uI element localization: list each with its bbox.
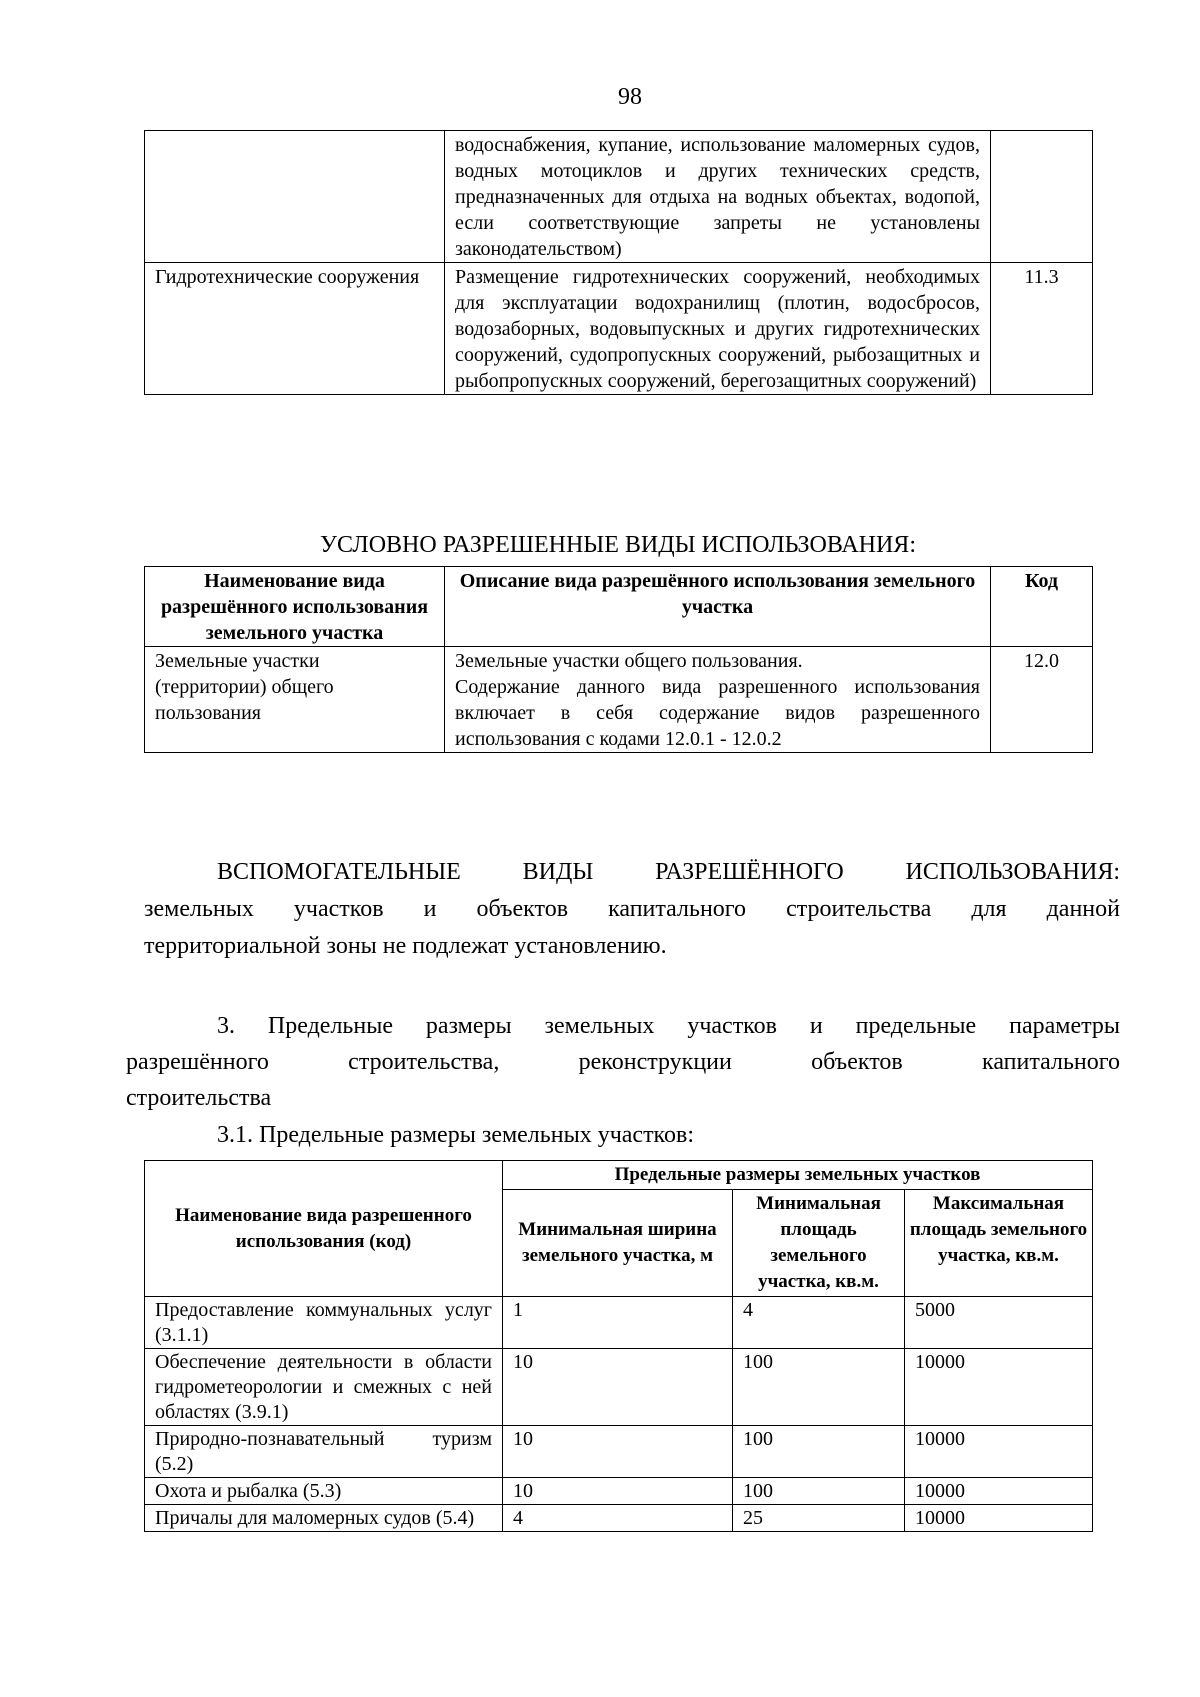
use-code-cell: 12.0: [991, 647, 1093, 753]
header-min-width: Минимальная ширина земельного участка, м: [503, 1190, 733, 1297]
table-row: [145, 263, 1093, 395]
permitted-uses-table-continued: [144, 130, 1093, 395]
table-row: [145, 1505, 1093, 1532]
header-size-limits-group: Предельные размеры земельных участков: [503, 1161, 1093, 1190]
use-name-cell: Охота и рыбалка (5.3): [145, 1478, 503, 1505]
use-description-cell: Размещение гидротехнических сооружений, необходимых для эксплуатации водохранилищ (плотин, водосбросов, водозаборных, водовыпускных и других гидротехнических сооружений, судопропускных сооружений, рыбозащитных и рыбопропускных сооружений, берегозащитных сооружений): [445, 263, 991, 395]
conditional-uses-heading: УСЛОВНО РАЗРЕШЕННЫЕ ВИДЫ ИСПОЛЬЗОВАНИЯ:: [320, 532, 916, 558]
conditional-uses-table: [144, 566, 1093, 753]
table-row: [145, 1297, 1093, 1349]
auxiliary-uses-line: ВСПОМОГАТЕЛЬНЫЕ ВИДЫ РАЗРЕШЁННОГО ИСПОЛЬЗОВАНИЯ:: [217, 859, 1120, 885]
table-header-row: [145, 1161, 1093, 1190]
use-name-cell: Земельные участки (территории) общего пользования: [145, 647, 445, 753]
min-width-cell: 1: [503, 1297, 733, 1349]
table-row: [145, 1349, 1093, 1426]
section-3-1-title: 3.1. Предельные размеры земельных участков:: [217, 1122, 694, 1148]
min-area-cell: 4: [733, 1297, 905, 1349]
use-description-cell: водоснабжения, купание, использование маломерных судов, водных мотоциклов и других технических средств, предназначенных для отдыха на водных объектах, водопой, если соответствующие запреты не установлены законодательством): [445, 131, 991, 263]
table-row: [145, 1426, 1093, 1478]
use-description-cell: [445, 647, 991, 753]
description-line: Содержание данного вида разрешенного использования включает в себя содержание видов разрешенного использования с кодами 12.0.1 - 12.0.2: [455, 676, 980, 750]
description-line: Земельные участки общего пользования.: [455, 650, 803, 672]
section-3-line: разрешённого строительства, реконструкции объектов капитального: [126, 1049, 1120, 1075]
min-width-cell: 10: [503, 1426, 733, 1478]
page-number: 98: [618, 84, 642, 110]
use-code-cell: [991, 131, 1093, 263]
header-max-area: Максимальная площадь земельного участка, кв.м.: [905, 1190, 1093, 1297]
min-area-cell: 100: [733, 1426, 905, 1478]
header-min-area: Минимальная площадь земельного участка, кв.м.: [733, 1190, 905, 1297]
table-row: [145, 647, 1093, 753]
max-area-cell: 10000: [905, 1505, 1093, 1532]
use-name-cell: Гидротехнические сооружения: [145, 263, 445, 395]
table-header-row: [145, 567, 1093, 647]
max-area-cell: 5000: [905, 1297, 1093, 1349]
auxiliary-uses-line: территориальной зоны не подлежат установлению.: [144, 933, 667, 959]
table-row: [145, 1478, 1093, 1505]
header-use-name: Наименование вида разрешенного использования (код): [145, 1161, 503, 1297]
min-width-cell: 10: [503, 1478, 733, 1505]
min-area-cell: 100: [733, 1349, 905, 1426]
use-name-cell: Предоставление коммунальных услуг (3.1.1): [145, 1297, 503, 1349]
min-width-cell: 4: [503, 1505, 733, 1532]
max-area-cell: 10000: [905, 1478, 1093, 1505]
use-name-cell: Природно-познавательный туризм (5.2): [145, 1426, 503, 1478]
plot-size-limits-table: [144, 1160, 1093, 1532]
header-use-description: Описание вида разрешённого использования земельного участка: [445, 567, 991, 647]
max-area-cell: 10000: [905, 1426, 1093, 1478]
auxiliary-uses-line: земельных участков и объектов капитального строительства для данной: [144, 896, 1120, 922]
min-width-cell: 10: [503, 1349, 733, 1426]
max-area-cell: 10000: [905, 1349, 1093, 1426]
use-name-cell: Причалы для маломерных судов (5.4): [145, 1505, 503, 1532]
use-code-cell: 11.3: [991, 263, 1093, 395]
section-3-line: 3. Предельные размеры земельных участков и предельные параметры: [217, 1013, 1120, 1039]
header-use-name: Наименование вида разрешённого использования земельного участка: [145, 567, 445, 647]
use-name-cell: [145, 131, 445, 263]
table-row: [145, 131, 1093, 263]
min-area-cell: 25: [733, 1505, 905, 1532]
header-use-code: Код: [991, 567, 1093, 647]
use-name-cell: Обеспечение деятельности в области гидрометеорологии и смежных с ней областях (3.9.1): [145, 1349, 503, 1426]
min-area-cell: 100: [733, 1478, 905, 1505]
section-3-line: строительства: [126, 1085, 272, 1111]
